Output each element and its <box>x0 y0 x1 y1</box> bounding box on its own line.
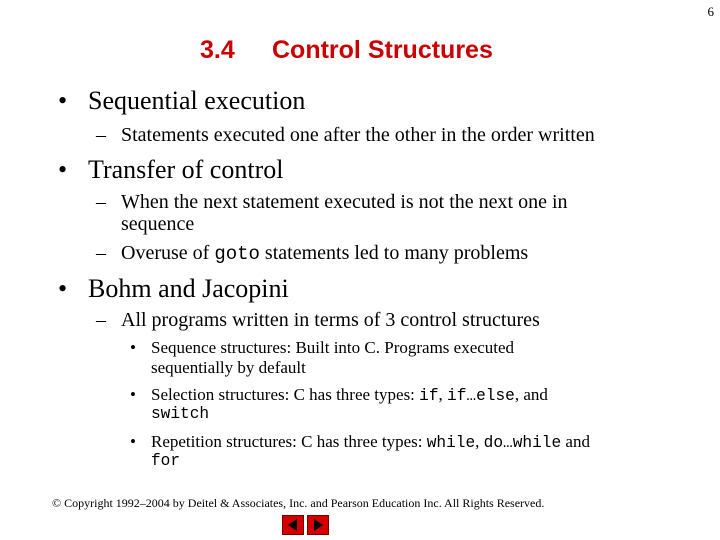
sub-sub-bullet-text: Repetition structures: C has three types: while, do…while and <box>151 432 590 452</box>
bullet-icon: • <box>130 385 136 404</box>
next-slide-button[interactable] <box>307 515 329 535</box>
bullet-icon: • <box>130 338 136 357</box>
sub-bullet-text: When the next statement executed is not the next one in <box>121 191 568 213</box>
code-if-else: if…else <box>447 387 515 405</box>
sub-sub-bullet-text: Sequence structures: Built into C. Programs executed <box>151 338 515 357</box>
sub-sub-bullet-text-continued: sequentially by default <box>151 358 306 377</box>
dash-icon: – <box>96 191 106 213</box>
bullet-icon: • <box>58 86 68 115</box>
code-for: for <box>151 452 181 470</box>
heading-text: Sequential execution <box>88 86 306 115</box>
section-number: 3.4 <box>200 36 235 64</box>
sub-sub-bullet-text: Selection structures: C has three types: if, if…else, and <box>151 385 548 405</box>
code-if: if <box>419 387 439 405</box>
page-number: 6 <box>707 4 714 19</box>
code-while: while <box>426 434 476 452</box>
code-do-while: do…while <box>483 434 562 452</box>
sub-bullet-text: All programs written in terms of 3 control structures <box>121 309 540 331</box>
bullet-icon: • <box>130 432 136 451</box>
heading-text: Transfer of control <box>88 155 284 184</box>
code-goto: goto <box>214 243 260 265</box>
sub-bullet-text: Statements executed one after the other in the order written <box>121 124 595 146</box>
triangle-left-icon <box>283 516 303 534</box>
sub-bullet-text-continued: sequence <box>121 213 195 235</box>
dash-icon: – <box>96 309 106 331</box>
dash-icon: – <box>96 124 106 146</box>
sub-bullet-text: Overuse of goto statements led to many problems <box>121 242 529 265</box>
code-switch: switch <box>151 405 210 423</box>
triangle-right-icon <box>308 516 328 534</box>
heading-text: Bohm and Jacopini <box>88 274 289 303</box>
bullet-icon: • <box>58 155 68 184</box>
copyright-footer: © Copyright 1992–2004 by Deitel & Associates, Inc. and Pearson Education Inc. All Rights Reserved. <box>52 496 545 510</box>
title-text: Control Structures <box>272 36 493 64</box>
bullet-icon: • <box>58 274 68 303</box>
dash-icon: – <box>96 242 106 264</box>
previous-slide-button[interactable] <box>282 515 304 535</box>
